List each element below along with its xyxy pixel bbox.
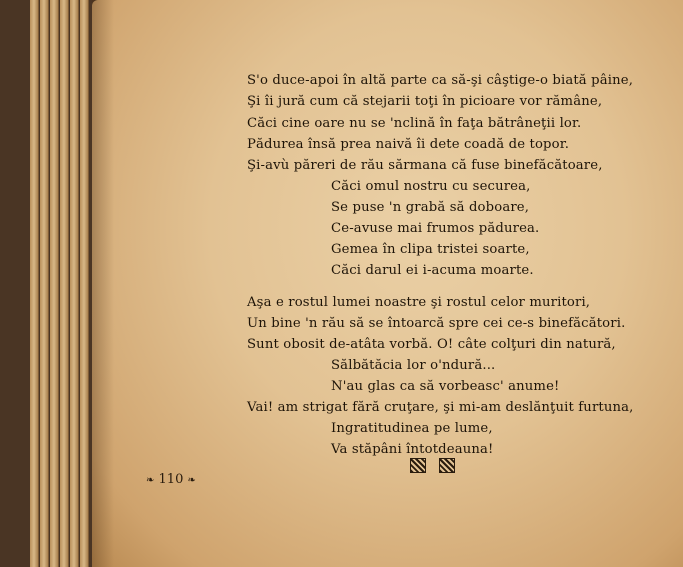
- poem-line: Şi îi jură cum că stejarii toţi în picioare vor rămâne,: [247, 94, 603, 109]
- poem-line: Vai! am strigat fără cruţare, şi mi-am deslănţuit furtuna,: [247, 400, 634, 415]
- poem-line: Şi-avù păreri de rău sărmana că fuse binefăcătoare,: [247, 158, 603, 173]
- poem-line: Aşa e rostul lumei noastre şi rostul celor muritori,: [247, 295, 591, 310]
- page-edge: [40, 0, 49, 567]
- page-number-value: 110: [158, 472, 184, 487]
- page-number: [146, 472, 196, 487]
- poem-line: Un bine 'n rău să se întoarcă spre cei ce-s binefăcători.: [247, 316, 626, 331]
- poem-line-indented: Căci darul ei i-acuma moarte.: [331, 263, 534, 278]
- end-ornament-icon: [439, 458, 455, 473]
- page-edge: [80, 0, 89, 567]
- poem-line-indented: Va stăpâni întotdeauna!: [331, 442, 494, 457]
- poem-line-indented: Ingratitudinea pe lume,: [331, 421, 493, 436]
- poem-line: S'o duce-apoi în altă parte ca să-şi câştige-o biată pâine,: [247, 73, 634, 88]
- page-edge: [60, 0, 69, 567]
- poem-line-indented: Se puse 'n grabă să doboare,: [331, 200, 530, 215]
- page-edge: [70, 0, 79, 567]
- poem-line: Pădurea însă prea naivă îi dete coadă de topor.: [247, 137, 570, 152]
- poem-line-indented: Gemea în clipa tristei soarte,: [331, 242, 530, 257]
- poem-line-indented: Căci omul nostru cu securea,: [331, 179, 531, 194]
- poem-line: Căci cine oare nu se 'nclină în faţa bătrâneţii lor.: [247, 116, 582, 131]
- ornament-icon: ❧: [187, 475, 196, 486]
- page-edge: [30, 0, 39, 567]
- end-ornament-icon: [410, 458, 426, 473]
- page-edge: [50, 0, 59, 567]
- poem-line-indented: N'au glas ca să vorbeasc' anume!: [331, 379, 560, 394]
- ornament-icon: ❧: [146, 475, 155, 486]
- poem-line-indented: Ce-avuse mai frumos pădurea.: [331, 221, 540, 236]
- poem-line-indented: Sălbătăcia lor o'ndură...: [331, 358, 496, 373]
- poem-line: Sunt obosit de-atâta vorbă. O! câte colţuri din natură,: [247, 337, 616, 352]
